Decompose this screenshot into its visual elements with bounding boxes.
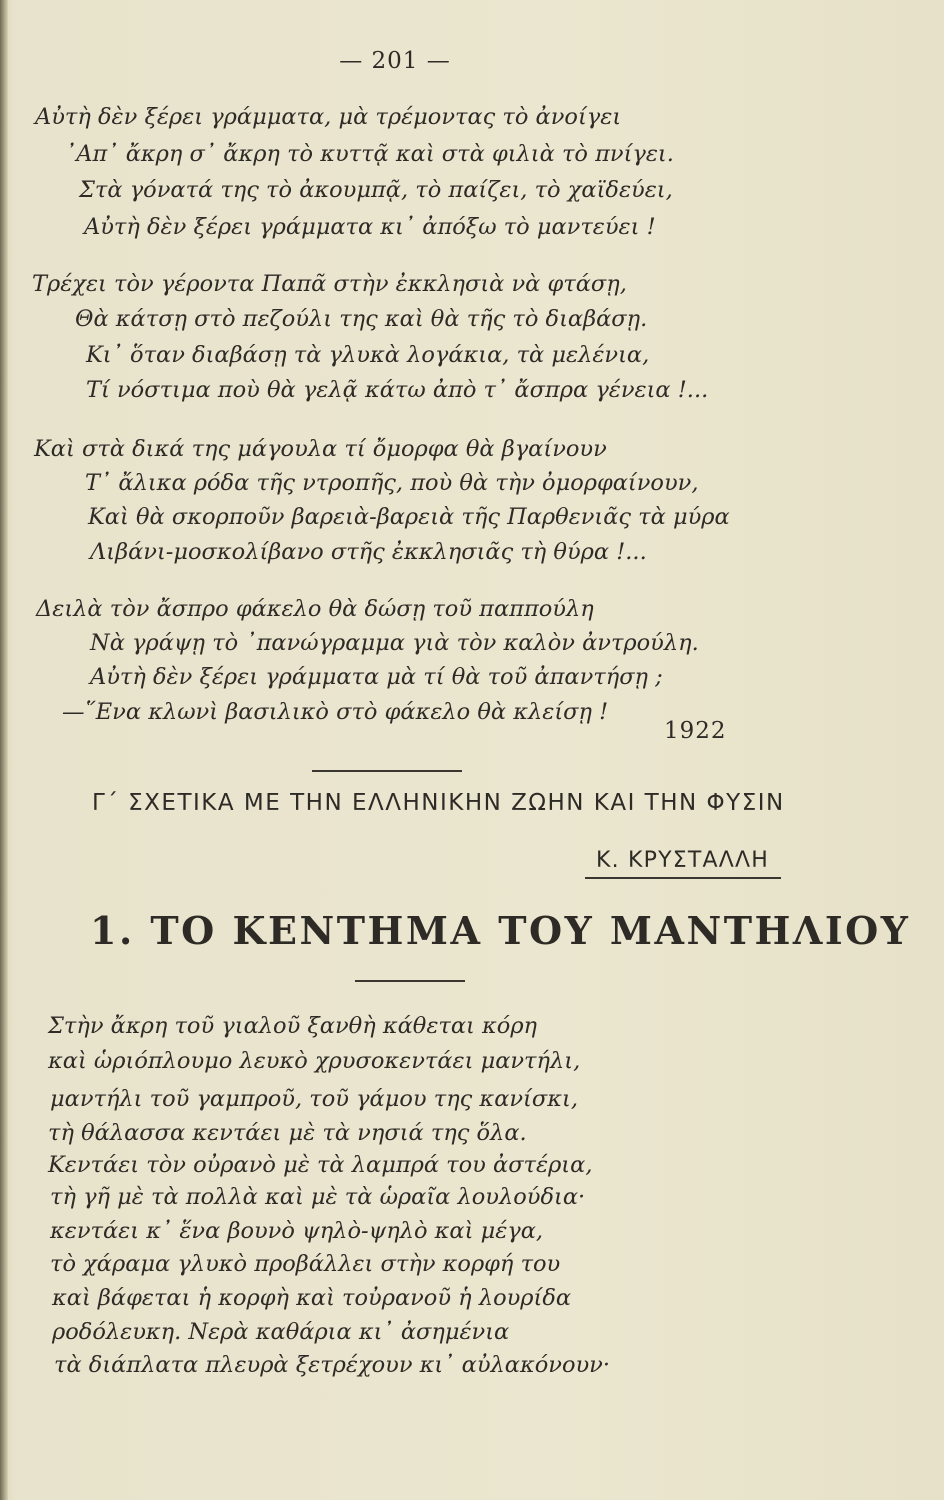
poem-date: 1922 bbox=[664, 718, 727, 744]
verse-line: Στὰ γόνατά της τὸ ἀκουμπᾷ, τὸ παίζει, τὸ χαϊδεύει, bbox=[79, 177, 673, 203]
binding-edge bbox=[0, 0, 8, 1500]
verse-line: κεντάει κ᾿ ἕνα βουνὸ ψηλὸ-ψηλὸ καὶ μέγα, bbox=[50, 1218, 544, 1244]
verse-line: καὶ βάφεται ἡ κορφὴ καὶ τοὐρανοῦ ἡ λουρίδα bbox=[52, 1285, 572, 1311]
verse-line: καὶ ὡριόπλουμο λευκὸ χρυσοκεντάει μαντήλι, bbox=[48, 1048, 581, 1074]
verse-line: Λιβάνι-μοσκολίβανο στῆς ἐκκλησιᾶς τὴ θύρα !... bbox=[90, 539, 647, 565]
separator-rule bbox=[312, 770, 462, 772]
verse-line: Καὶ θὰ σκορποῦν βαρειὰ-βαρειὰ τῆς Παρθενιᾶς τὰ μύρα bbox=[88, 504, 730, 530]
verse-line: τὴ θάλασσα κεντάει μὲ τὰ νησιά της ὅλα. bbox=[48, 1120, 527, 1146]
section-heading: Γ΄ ΣΧΕΤΙΚΑ ΜΕ ΤΗΝ ΕΛΛΗΝΙΚΗΝ ΖΩΗΝ ΚΑΙ ΤΗΝ ΦΥΣΙΝ bbox=[92, 790, 785, 816]
verse-line: Στὴν ἄκρη τοῦ γιαλοῦ ξανθὴ κάθεται κόρη bbox=[48, 1013, 538, 1039]
verse-line: —῞Ενα κλωνὶ βασιλικὸ στὸ φάκελο θὰ κλείσῃ ! bbox=[62, 699, 609, 725]
author-underline bbox=[585, 877, 781, 879]
verse-line: Νὰ γράψῃ τὸ ᾿πανώγραμμα γιὰ τὸν καλὸν ἀντρούλη. bbox=[90, 630, 699, 656]
verse-line: Τί νόστιμα ποὺ θὰ γελᾷ κάτω ἀπὸ τ᾿ ἄσπρα γένεια !... bbox=[86, 377, 709, 403]
poem-title: 1. ΤΟ ΚΕΝΤΗΜΑ ΤΟΥ ΜΑΝΤΗΛΙΟΥ bbox=[90, 908, 911, 953]
verse-line: τὸ χάραμα γλυκὸ προβάλλει στὴν κορφή του bbox=[50, 1251, 561, 1277]
verse-line: Τρέχει τὸν γέροντα Παπᾶ στὴν ἐκκλησιὰ νὰ φτάσῃ, bbox=[32, 271, 627, 297]
page-number: — 201 — bbox=[339, 48, 451, 74]
verse-line: Τ᾿ ἄλικα ρόδα τῆς ντροπῆς, ποὺ θὰ τὴν ὀμορφαίνουν, bbox=[85, 470, 699, 496]
verse-line: Αὐτὴ δὲν ξέρει γράμματα μὰ τί θὰ τοῦ ἀπαντήσῃ ; bbox=[90, 664, 663, 690]
verse-line: Δειλὰ τὸν ἄσπρο φάκελο θὰ δώσῃ τοῦ παππούλη bbox=[36, 596, 594, 622]
author-name: Κ. ΚΡΥΣΤΑΛΛΗ bbox=[596, 848, 769, 873]
verse-line: τὰ διάπλατα πλευρὰ ξετρέχουν κι᾿ αὐλακόνουν· bbox=[54, 1352, 611, 1378]
verse-line: ροδόλευκη. Νερὰ καθάρια κι᾿ ἀσημένια bbox=[52, 1319, 510, 1345]
verse-line: Καὶ στὰ δικά της μάγουλα τί ὄμορφα θὰ βγαίνουν bbox=[34, 436, 607, 462]
title-separator-rule bbox=[355, 980, 465, 982]
verse-line: Κι᾿ ὅταν διαβάσῃ τὰ γλυκὰ λογάκια, τὰ μελένια, bbox=[86, 342, 650, 368]
verse-line: Θὰ κάτσῃ στὸ πεζούλι της καὶ θὰ τῆς τὸ διαβάσῃ. bbox=[75, 306, 648, 332]
verse-line: ᾿Απ᾿ ἄκρη σ᾿ ἄκρη τὸ κυττᾷ καὶ στὰ φιλιὰ τὸ πνίγει. bbox=[65, 141, 674, 167]
verse-line: μαντήλι τοῦ γαμπροῦ, τοῦ γάμου της κανίσκι, bbox=[50, 1086, 578, 1112]
verse-line: Αὐτὴ δὲν ξέρει γράμματα, μὰ τρέμοντας τὸ ἀνοίγει bbox=[35, 104, 622, 130]
verse-line: τὴ γῆ μὲ τὰ πολλὰ καὶ μὲ τὰ ὡραῖα λουλούδια· bbox=[50, 1184, 586, 1210]
verse-line: Κεντάει τὸν οὐρανὸ μὲ τὰ λαμπρά του ἀστέρια, bbox=[48, 1152, 593, 1178]
verse-line: Αὐτὴ δὲν ξέρει γράμματα κι᾿ ἀπόξω τὸ μαντεύει ! bbox=[84, 214, 656, 240]
